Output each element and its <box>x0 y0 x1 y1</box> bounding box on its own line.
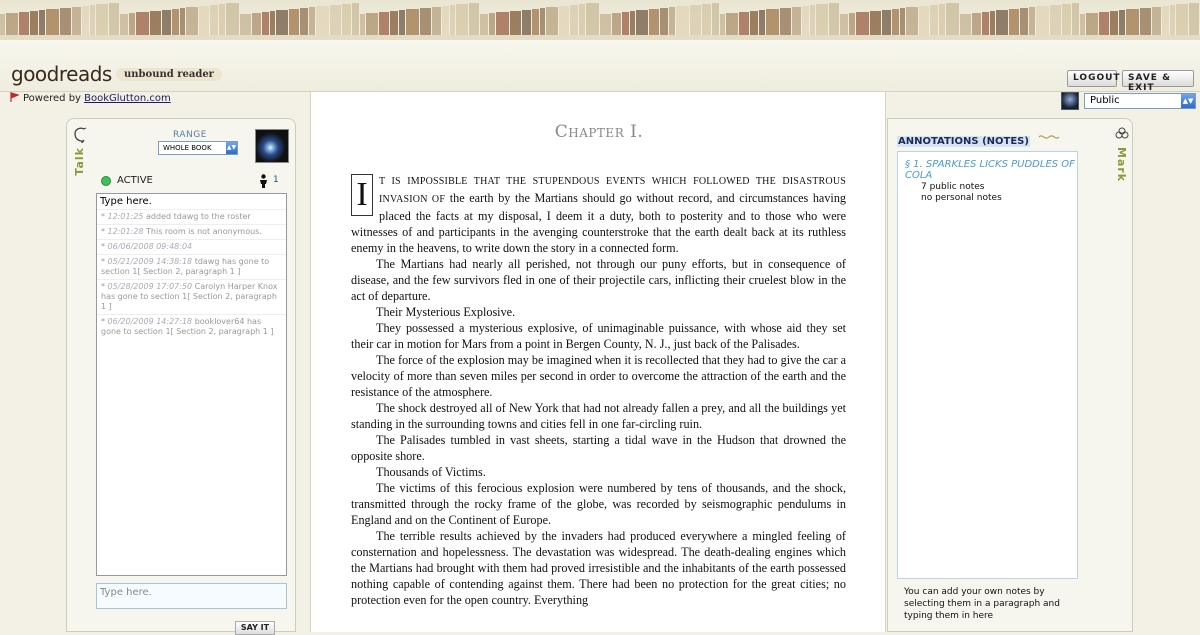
unbound-reader-label: unbound reader <box>116 68 222 81</box>
mark-panel <box>887 118 1133 632</box>
paragraph[interactable]: The Palisades tumbled in vast sheets, starting a tidal wave in the Hudson that drowned the opposite shore. <box>351 433 846 463</box>
bookglutton-flag-icon <box>10 92 19 102</box>
message-text: Carolyn Harper Knox has gone to section 1[ Section 2, paragraph 1 ] <box>101 282 278 311</box>
book-spine <box>1119 10 1125 36</box>
book-spine <box>39 10 45 36</box>
chat-log-placeholder: Type here. <box>100 196 152 207</box>
book-spine <box>892 9 899 36</box>
book-spine <box>579 4 585 36</box>
book-spine <box>612 13 621 36</box>
book-spine <box>120 14 128 36</box>
paragraph[interactable]: The victims of this ferocious explosion were numbered by tens of thousands, and the shock, transmitted through the rocky frame of the globe, was recorded by seismographic pendulums in England and on the Continent of Europe. <box>351 481 846 527</box>
book-spine <box>399 10 405 36</box>
first-line-caps: T IS IMPOSSIBLE THAT THE STUPENDOUS EVENTS WHICH FOLLOWED THE DISASTROUS INVASION OF <box>379 176 846 205</box>
paragraph[interactable]: The Martians had nearly all perished, not through our puny efforts, but in consequence of disease, and the few survivors fled in one of their projectile cars, inflicting their cruelest blow in the act of departure. <box>351 257 846 303</box>
save-exit-button[interactable]: SAVE & EXIT <box>1122 70 1194 87</box>
paragraph[interactable]: The terrible results achieved by the invaders had produced everywhere a mingled feeling of consternation and hopelessness. The devastation was widespread. The death-dealing engines which the Martians had brought with them had proved irresistible and the inhabitants of the earth possessed nothing capable of contending against them. There had been no protection for the great cities; no protection even for the open country. Everything <box>351 529 846 607</box>
message-time: 12:01:25 <box>107 212 144 221</box>
book-spine <box>276 10 288 36</box>
book-spine <box>82 6 89 36</box>
book-spine <box>219 4 225 36</box>
range-label: RANGE <box>173 130 207 140</box>
book-spine <box>129 13 135 36</box>
powered-by-text: Powered by <box>23 93 85 104</box>
chat-input[interactable]: Type here. <box>96 583 287 609</box>
book-spine <box>1009 9 1019 36</box>
book-spine <box>90 5 95 36</box>
book-spine <box>636 10 648 36</box>
book-spine <box>726 13 738 36</box>
book-spine <box>456 4 468 36</box>
book-spine <box>6 13 18 36</box>
book-spine <box>226 3 239 36</box>
book-spine <box>546 7 558 36</box>
book-spine <box>162 10 171 36</box>
book-spine <box>390 11 398 36</box>
message-list <box>97 209 286 339</box>
visibility-value: Public <box>1090 95 1120 106</box>
book-spine <box>1110 11 1118 36</box>
chapter-text[interactable] <box>351 172 846 608</box>
user-avatar-icon <box>1061 92 1079 110</box>
message-time: 06/20/2009 14:27:18 <box>107 317 193 326</box>
book-spine <box>180 8 185 36</box>
book-spine <box>0 14 5 36</box>
book-spine <box>739 12 749 36</box>
chat-message: * 05/28/2009 17:07:50 Carolyn Harper Knox has gone to section 1[ Section 2, paragraph 1 ] <box>97 279 286 314</box>
book-spine <box>109 3 119 36</box>
person-icon <box>259 174 268 191</box>
book-spine <box>906 7 918 36</box>
message-time: 06/06/2008 09:48:04 <box>107 242 193 251</box>
book-spine <box>532 9 539 36</box>
book-spine <box>946 3 959 36</box>
goodreads-logo[interactable] <box>11 62 112 86</box>
section-link[interactable]: § 1. SPARKLES LICKS PUDDLES OF COLA <box>905 159 1075 181</box>
book-spine <box>309 7 315 36</box>
book-spine <box>870 11 881 36</box>
book-spine <box>676 6 689 36</box>
book-spine <box>432 7 441 36</box>
paragraph[interactable]: They possessed a mysterious explosive, of unimaginable puissance, with whose aid they set their car in motion for Mars from a point in Bergen County, N. J., just back of the Palisades. <box>351 321 846 351</box>
book-spine <box>240 14 251 36</box>
room-avatar <box>255 129 289 163</box>
book-spine <box>559 6 569 36</box>
book-spine <box>780 8 791 36</box>
annotation-help-text: You can add your own notes by selecting them in a paragraph and typing them in here <box>904 587 1060 621</box>
chat-message: * 06/06/2008 09:48:04 <box>97 239 286 254</box>
book-spine <box>960 14 971 36</box>
status-indicator-icon <box>101 176 111 186</box>
chat-icon <box>74 127 88 143</box>
chapter-title: Chapter I. <box>554 122 644 142</box>
book-spine <box>406 9 419 36</box>
book-spine <box>540 8 545 36</box>
mark-tab[interactable]: Mark <box>1115 147 1128 183</box>
book-spine <box>1072 3 1079 36</box>
book-spine <box>510 11 521 36</box>
book-spine <box>849 13 855 36</box>
book-spine <box>750 11 758 36</box>
message-time: 12:01:28 <box>107 227 144 236</box>
chat-message: * 12:01:28 This room is not anonymous. <box>97 224 286 239</box>
talk-panel <box>66 118 296 632</box>
annotations-heading: ANNOTATIONS (NOTES) <box>898 136 1029 147</box>
book-spine <box>316 6 329 36</box>
bookglutton-link[interactable]: BookGlutton.com <box>84 93 171 104</box>
chat-message: * 05/21/2009 14:38:18 tdawg has gone to section 1[ Section 2, paragraph 1 ] <box>97 254 286 279</box>
book-spine <box>366 13 378 36</box>
range-value: WHOLE BOOK <box>163 144 212 152</box>
logout-button[interactable]: LOGOUT <box>1067 70 1117 87</box>
book-spine <box>442 6 449 36</box>
paragraph[interactable]: The force of the explosion may be imagined when it is recollected that they had to give the car a velocity of more than seven miles per second in order to overcome the attraction of the earth and the resistance of the atmosphere. <box>351 353 846 399</box>
book-spine <box>1020 8 1028 36</box>
book-spine <box>1152 7 1161 36</box>
book-spine <box>496 12 509 36</box>
book-spine <box>856 12 869 36</box>
talk-bubble-icon[interactable] <box>74 127 88 147</box>
bookshelf-illustration <box>0 0 1200 40</box>
book-spine <box>712 3 719 36</box>
book-spine <box>262 12 269 36</box>
book-spine <box>1029 7 1035 36</box>
range-select[interactable] <box>158 141 238 155</box>
paragraph[interactable]: Their Mysterious Explosive. <box>376 305 516 319</box>
book-spine <box>792 7 801 36</box>
message-text: tdawg has gone to section 1[ Section 2, paragraph 1 ] <box>101 257 270 276</box>
user-count: 1 <box>273 175 279 185</box>
book-spine <box>150 11 161 36</box>
book-spine <box>360 14 365 36</box>
book-spine <box>622 12 629 36</box>
status-label: ACTIVE <box>117 175 153 186</box>
message-time: 05/21/2009 14:38:18 <box>107 257 193 266</box>
visibility-select[interactable] <box>1084 93 1196 109</box>
book-spine <box>600 14 611 36</box>
message-text: added tdawg to the roster <box>146 212 251 221</box>
book-spine <box>19 12 29 36</box>
book-spine <box>1080 14 1085 36</box>
book-spine <box>990 11 995 36</box>
book-spine <box>30 11 38 36</box>
paragraph-list <box>351 256 846 608</box>
message-time: 05/28/2009 17:07:50 <box>107 282 193 291</box>
book-spine <box>1162 6 1169 36</box>
book-spine <box>1086 13 1098 36</box>
annotations-list[interactable] <box>897 151 1078 579</box>
book-spine <box>1099 12 1109 36</box>
book-spine <box>352 3 359 36</box>
book-spine <box>919 6 929 36</box>
book-spine <box>759 10 765 36</box>
personal-notes-count: no personal notes <box>921 193 1002 203</box>
book-spine <box>972 13 981 36</box>
chevron-updown-icon: ▲▼ <box>1181 94 1195 108</box>
book-spine <box>586 3 599 36</box>
first-paragraph[interactable] <box>351 172 846 256</box>
book-spine <box>570 5 578 36</box>
paragraph[interactable]: Thousands of Victims. <box>376 465 486 479</box>
powered-by <box>10 92 171 104</box>
chat-log[interactable] <box>96 193 287 576</box>
book-spine <box>522 10 531 36</box>
book-spine <box>930 5 938 36</box>
book-spine <box>172 9 179 36</box>
book-spine <box>136 12 149 36</box>
book-spine <box>690 5 701 36</box>
book-spine <box>816 4 828 36</box>
paragraph[interactable]: The shock destroyed all of New York that had not already fallen a prey, and all the buildings yet standing in the surrounding towns and cities fell in one far-circling ruin. <box>351 401 846 431</box>
book-spine <box>702 4 711 36</box>
drop-cap: I <box>351 174 373 216</box>
book-spine <box>270 11 275 36</box>
book-spine <box>802 6 809 36</box>
book-spine <box>1176 4 1188 36</box>
book-spine <box>60 8 71 36</box>
book-spine <box>996 10 1008 36</box>
message-text: booklover64 has gone to section 1[ Section 2, paragraph 1 ] <box>101 317 274 336</box>
book-spine <box>450 5 455 36</box>
book-spine <box>289 9 299 36</box>
chat-message: * 12:01:25 added tdawg to the roster <box>97 209 286 224</box>
book-spine <box>1036 6 1049 36</box>
book-spine <box>649 9 659 36</box>
book-spine <box>1126 9 1139 36</box>
book-spine <box>840 14 848 36</box>
chat-message: * 06/20/2009 14:27:18 booklover64 has gone to section 1[ Section 2, paragraph 1 ] <box>97 314 286 339</box>
book-spine <box>1062 4 1071 36</box>
ornament-icon <box>1038 133 1060 144</box>
book-spine <box>480 14 488 36</box>
book-spine <box>982 12 989 36</box>
book-spine <box>829 3 839 36</box>
reader-pane[interactable] <box>310 92 886 632</box>
book-spine <box>900 8 905 36</box>
book-spine <box>420 8 431 36</box>
book-spine <box>199 6 209 36</box>
chevron-updown-icon: ▲▼ <box>226 142 237 154</box>
book-spine <box>72 7 81 36</box>
book-spine <box>1170 5 1175 36</box>
book-spine <box>342 4 351 36</box>
book-spine <box>1050 5 1061 36</box>
logo-text-good: good <box>11 62 59 86</box>
book-spine <box>186 7 198 36</box>
logo-text-reads: reads <box>58 62 112 86</box>
book-spine <box>489 13 495 36</box>
book-spine <box>379 12 389 36</box>
book-spine <box>330 5 341 36</box>
say-it-button[interactable]: SAY IT <box>235 621 275 635</box>
book-spine <box>669 7 675 36</box>
book-spine <box>810 5 815 36</box>
book-spine <box>720 14 725 36</box>
first-paragraph-text: the earth by the Martians should go without record, and circumstances having placed the facts at my disposal, I deem it a duty, both to posterity and to those who were witnesses of and participants in the avenging counterstroke that the earth dealt back at its ruthless enemy in the heavens, to write down the story in a connected form. <box>351 191 847 255</box>
book-spine <box>660 8 668 36</box>
bookshelf-banner <box>0 0 1200 40</box>
book-spine <box>300 8 308 36</box>
book-spine <box>46 9 59 36</box>
book-spine <box>630 11 635 36</box>
book-spine <box>210 5 218 36</box>
book-spine <box>766 9 779 36</box>
book-spine <box>1189 3 1199 36</box>
book-spine <box>469 3 479 36</box>
book-spine <box>96 4 108 36</box>
book-spine <box>939 4 945 36</box>
book-spine <box>882 10 891 36</box>
book-spine <box>1140 8 1151 36</box>
book-spine <box>252 13 261 36</box>
public-notes-count[interactable]: 7 public notes <box>921 182 985 192</box>
talk-tab[interactable]: Talk <box>73 147 86 176</box>
mark-clover-icon[interactable] <box>1115 127 1129 144</box>
message-text: This room is not anonymous. <box>146 227 262 236</box>
